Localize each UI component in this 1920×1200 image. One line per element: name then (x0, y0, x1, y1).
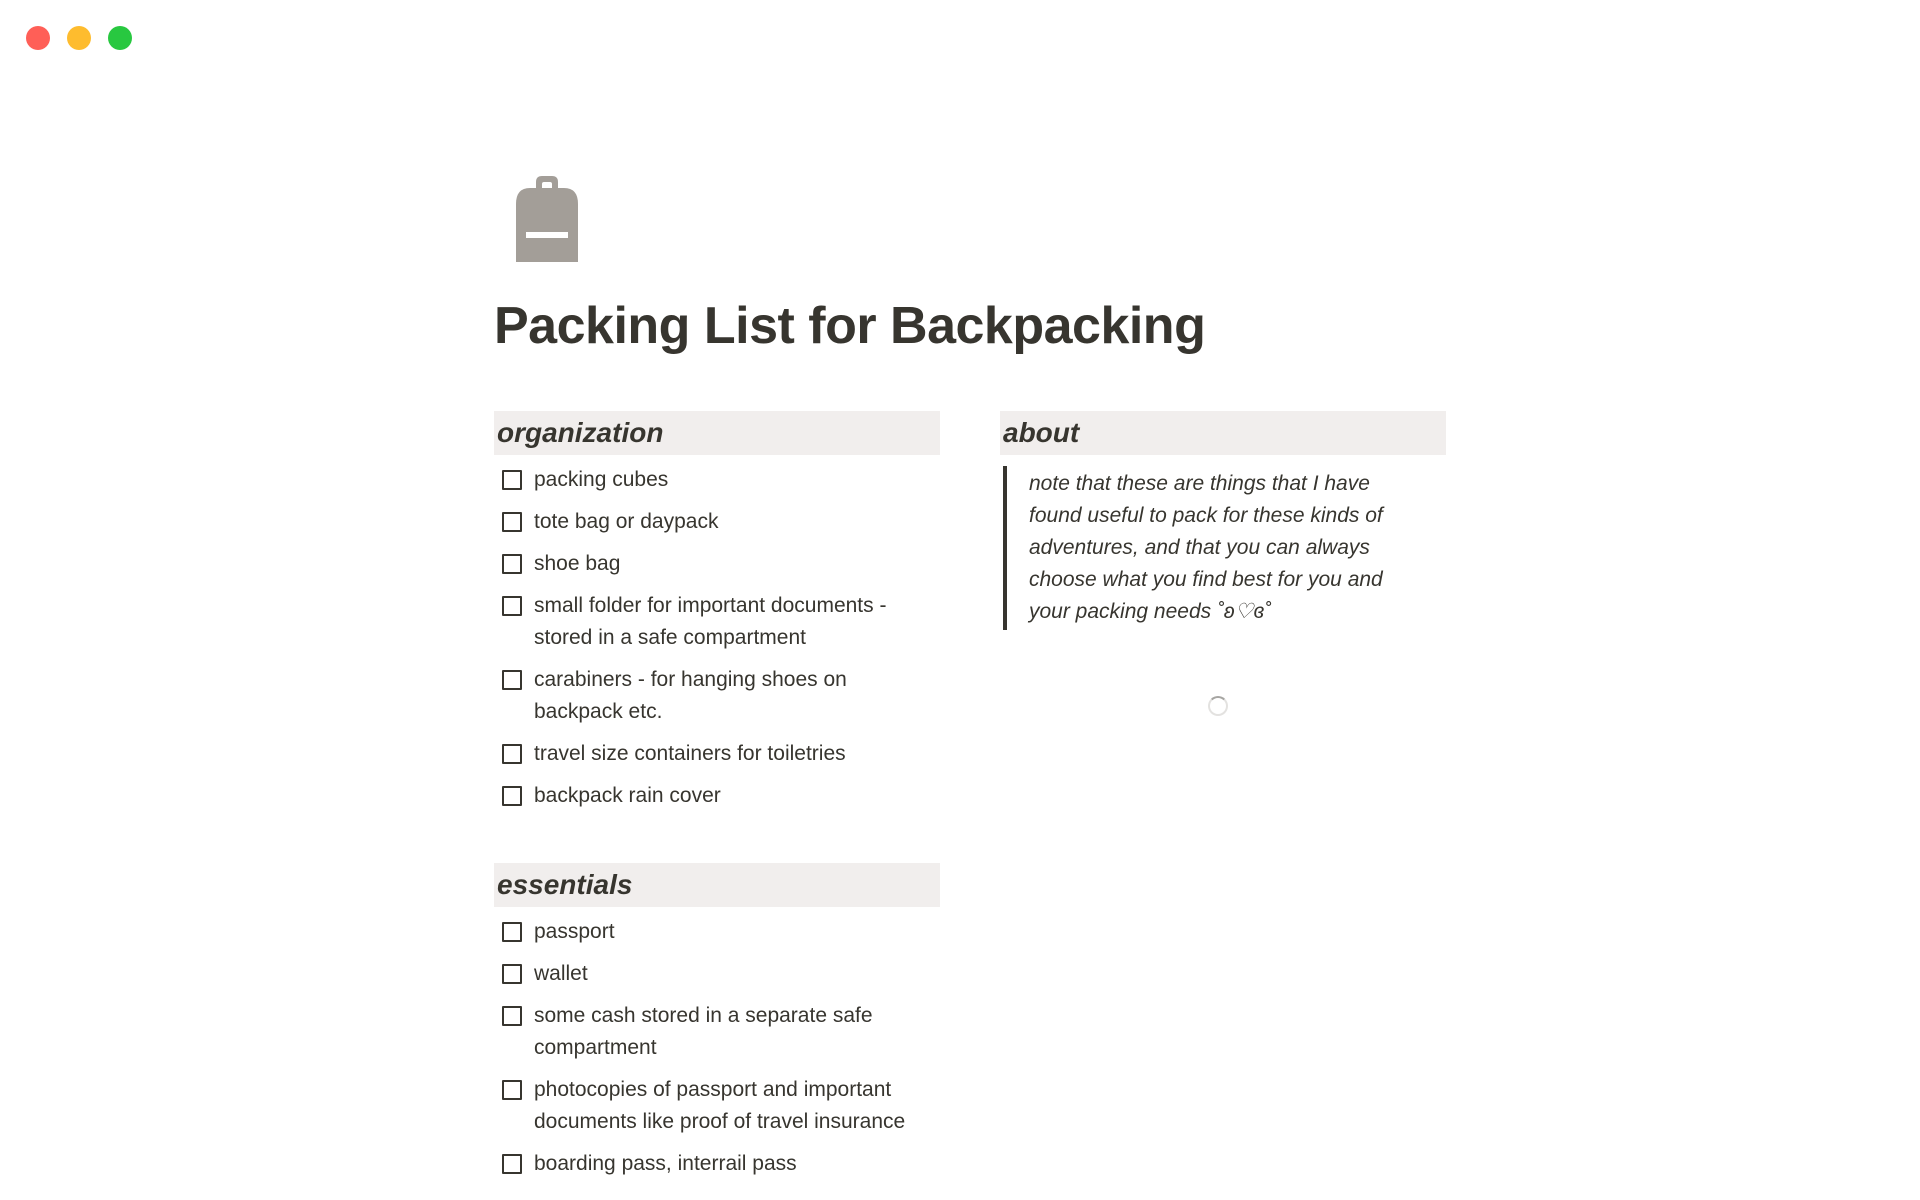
todo-text[interactable]: wallet (534, 962, 588, 985)
checkbox[interactable] (502, 596, 522, 616)
loading-spinner-icon (1208, 696, 1228, 716)
checkbox[interactable] (502, 744, 522, 764)
todo-text[interactable]: photocopies of passport and important documents like proof of travel insurance (534, 1078, 906, 1133)
todo-item (494, 501, 940, 543)
right-column (1000, 411, 1446, 630)
page-title: Packing List for Backpacking (494, 297, 1206, 355)
essentials-list (494, 911, 940, 1185)
todo-item (494, 1069, 940, 1143)
todo-item (494, 659, 940, 733)
checkbox[interactable] (502, 470, 522, 490)
todo-text[interactable]: some cash stored in a separate safe compartment (534, 1004, 873, 1059)
todo-text[interactable]: passport (534, 920, 615, 943)
todo-text[interactable]: travel size containers for toiletries (534, 742, 846, 765)
todo-item (494, 911, 940, 953)
todo-item (494, 543, 940, 585)
todo-item (494, 585, 940, 659)
todo-item (494, 953, 940, 995)
todo-item (494, 1143, 940, 1185)
todo-text[interactable]: shoe bag (534, 552, 621, 575)
close-window-button[interactable] (26, 26, 50, 50)
todo-item (494, 775, 940, 817)
todo-text[interactable]: backpack rain cover (534, 784, 721, 807)
checkbox[interactable] (502, 554, 522, 574)
about-heading: about (1000, 411, 1446, 455)
checkbox[interactable] (502, 1154, 522, 1174)
checkbox[interactable] (502, 786, 522, 806)
todo-item (494, 733, 940, 775)
todo-text[interactable]: packing cubes (534, 468, 669, 491)
minimize-window-button[interactable] (67, 26, 91, 50)
organization-list (494, 459, 940, 817)
todo-text[interactable]: boarding pass, interrail pass (534, 1152, 797, 1175)
checkbox[interactable] (502, 670, 522, 690)
backpack-icon[interactable] (516, 176, 578, 262)
todo-text[interactable]: carabiners - for hanging shoes on backpack etc. (534, 668, 847, 723)
checkbox[interactable] (502, 1006, 522, 1026)
todo-text[interactable]: small folder for important documents - stored in a safe compartment (534, 594, 887, 649)
left-column (494, 411, 940, 1185)
window-controls (26, 26, 132, 50)
todo-text[interactable]: tote bag or daypack (534, 510, 719, 533)
about-quote[interactable]: note that these are things that I have found useful to pack for these kinds of adventures, and that you can always choose what you find best for you and your packing needs ˚ʚ♡ɞ˚ (1003, 466, 1414, 630)
maximize-window-button[interactable] (108, 26, 132, 50)
checkbox[interactable] (502, 964, 522, 984)
todo-item (494, 459, 940, 501)
checkbox[interactable] (502, 1080, 522, 1100)
todo-item (494, 995, 940, 1069)
essentials-heading: essentials (494, 863, 940, 907)
checkbox[interactable] (502, 512, 522, 532)
organization-heading: organization (494, 411, 940, 455)
checkbox[interactable] (502, 922, 522, 942)
